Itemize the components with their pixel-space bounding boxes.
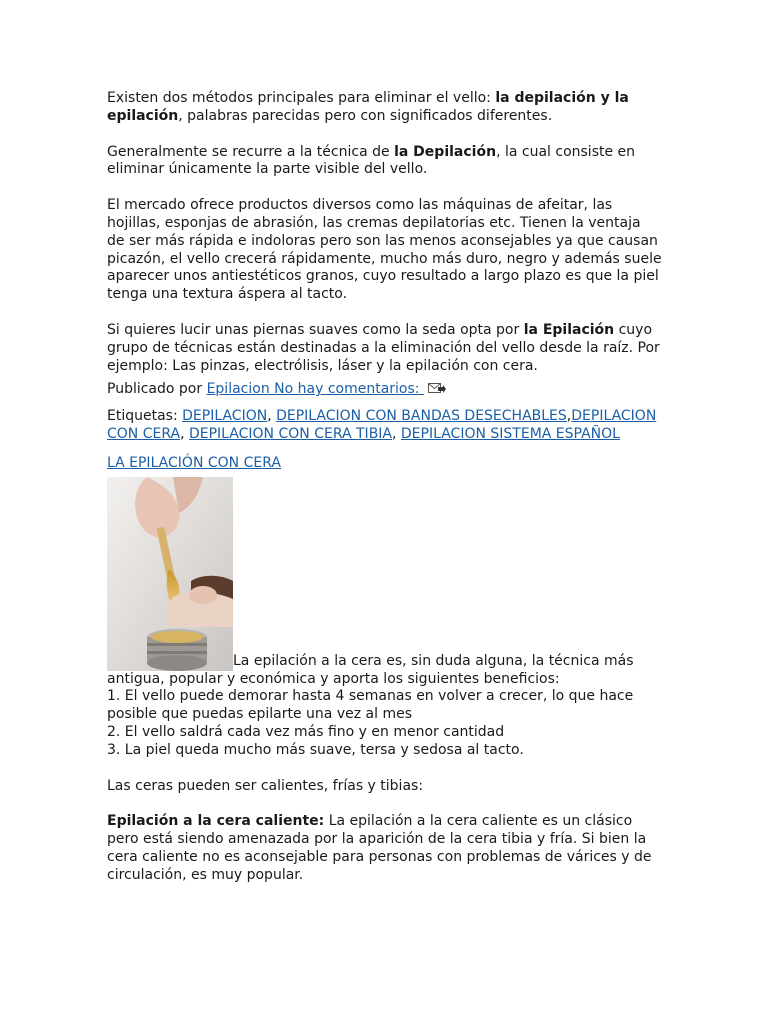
- mercado-paragraph: El mercado ofrece productos diversos como las máquinas de afeitar, las hojillas, esponjas de abrasión, las cremas depilatorias etc. Tienen la ventaja de ser más rápida e indoloras pero son las menos aconsejables ya que causan picazón, el vello crecerá rápidamente, mucho más duro, negro y además suele aparecer unos antiestéticos granos, cuyo resultado a largo plazo es que la piel tenga una textura áspera al tacto.: [107, 197, 662, 303]
- epilacion-paragraph: [107, 322, 662, 375]
- benefit-item-2: 2. El vello saldrá cada vez más fino y en menor cantidad: [107, 723, 505, 740]
- cera-lead-text: La epilación a la cera es, sin duda alguna, la técnica más antigua, popular y económica y aporta los siguientes beneficios:: [107, 652, 634, 687]
- benefit-item-3: 3. La piel queda mucho más suave, tersa y sedosa al tacto.: [107, 741, 524, 758]
- tag-link[interactable]: DEPILACION: [182, 408, 268, 425]
- depilacion-text: Generalmente se recurre a la técnica de: [107, 143, 395, 160]
- epilacion-text-end: cuyo grupo de técnicas están destinadas a la eliminación del vello desde la raíz. Por ejemplo: Las pinzas, electrólisis, láser y la epilación con cera.: [107, 321, 660, 374]
- cera-caliente-paragraph: [107, 813, 662, 884]
- depilacion-paragraph: [107, 144, 662, 180]
- depilacion-bold: la Depilación: [394, 143, 497, 160]
- intro-text-end: , palabras parecidas pero con significados diferentes.: [178, 107, 553, 124]
- epilacion-text: Si quieres lucir unas piernas suaves como la seda opta por: [107, 321, 524, 338]
- tag-separator: ,: [267, 408, 277, 425]
- cera-caliente-text: La epilación a la cera caliente es un clásico pero está siendo amenazada por la aparición de la cera tibia y fría. Si bien la cera caliente no es aconsejable para personas con problemas de várices y de circulación, es muy popular.: [107, 813, 652, 883]
- author-comments-link[interactable]: Epilacion No hay comentarios:: [206, 381, 424, 398]
- tag-link[interactable]: DEPILACION CON BANDAS DESECHABLES: [276, 408, 567, 425]
- tags-prefix: Etiquetas:: [107, 408, 183, 425]
- section-title-link[interactable]: LA EPILACIÓN CON CERA: [107, 454, 281, 471]
- article-body: [107, 90, 662, 885]
- tag-separator: ,: [180, 425, 189, 442]
- cera-caliente-heading: Epilación a la cera caliente:: [107, 813, 325, 830]
- posted-prefix: Publicado por: [107, 381, 207, 398]
- tag-link[interactable]: DEPILACION CON CERA TIBIA: [188, 425, 392, 442]
- tag-separator: ,: [566, 408, 572, 425]
- depilacion-text-end: , la cual consiste en eliminar únicamente la parte visible del vello.: [107, 143, 636, 178]
- epilacion-bold: la Epilación: [523, 321, 615, 338]
- ceras-types-paragraph: Las ceras pueden ser calientes, frías y tibias:: [107, 777, 424, 794]
- intro-paragraph: [107, 90, 662, 126]
- email-post-icon[interactable]: [428, 381, 446, 401]
- benefit-item-1: 1. El vello puede demorar hasta 4 semanas en volver a crecer, lo que hace posible que puedas epilarte una vez al mes: [107, 688, 634, 723]
- tag-link[interactable]: DEPILACION SISTEMA ESPAÑOL: [400, 425, 620, 442]
- wax-photo: [107, 477, 233, 671]
- tags-line: [107, 408, 662, 444]
- post-footer: [107, 381, 662, 401]
- intro-bold: la depilación y la epilación: [107, 90, 629, 124]
- tag-separator: ,: [392, 425, 401, 442]
- cera-intro-block: [107, 477, 662, 760]
- tag-link[interactable]: DEPILACION CON CERA: [107, 408, 657, 442]
- intro-text: Existen dos métodos principales para eliminar el vello:: [107, 90, 496, 106]
- section-title: [107, 455, 662, 473]
